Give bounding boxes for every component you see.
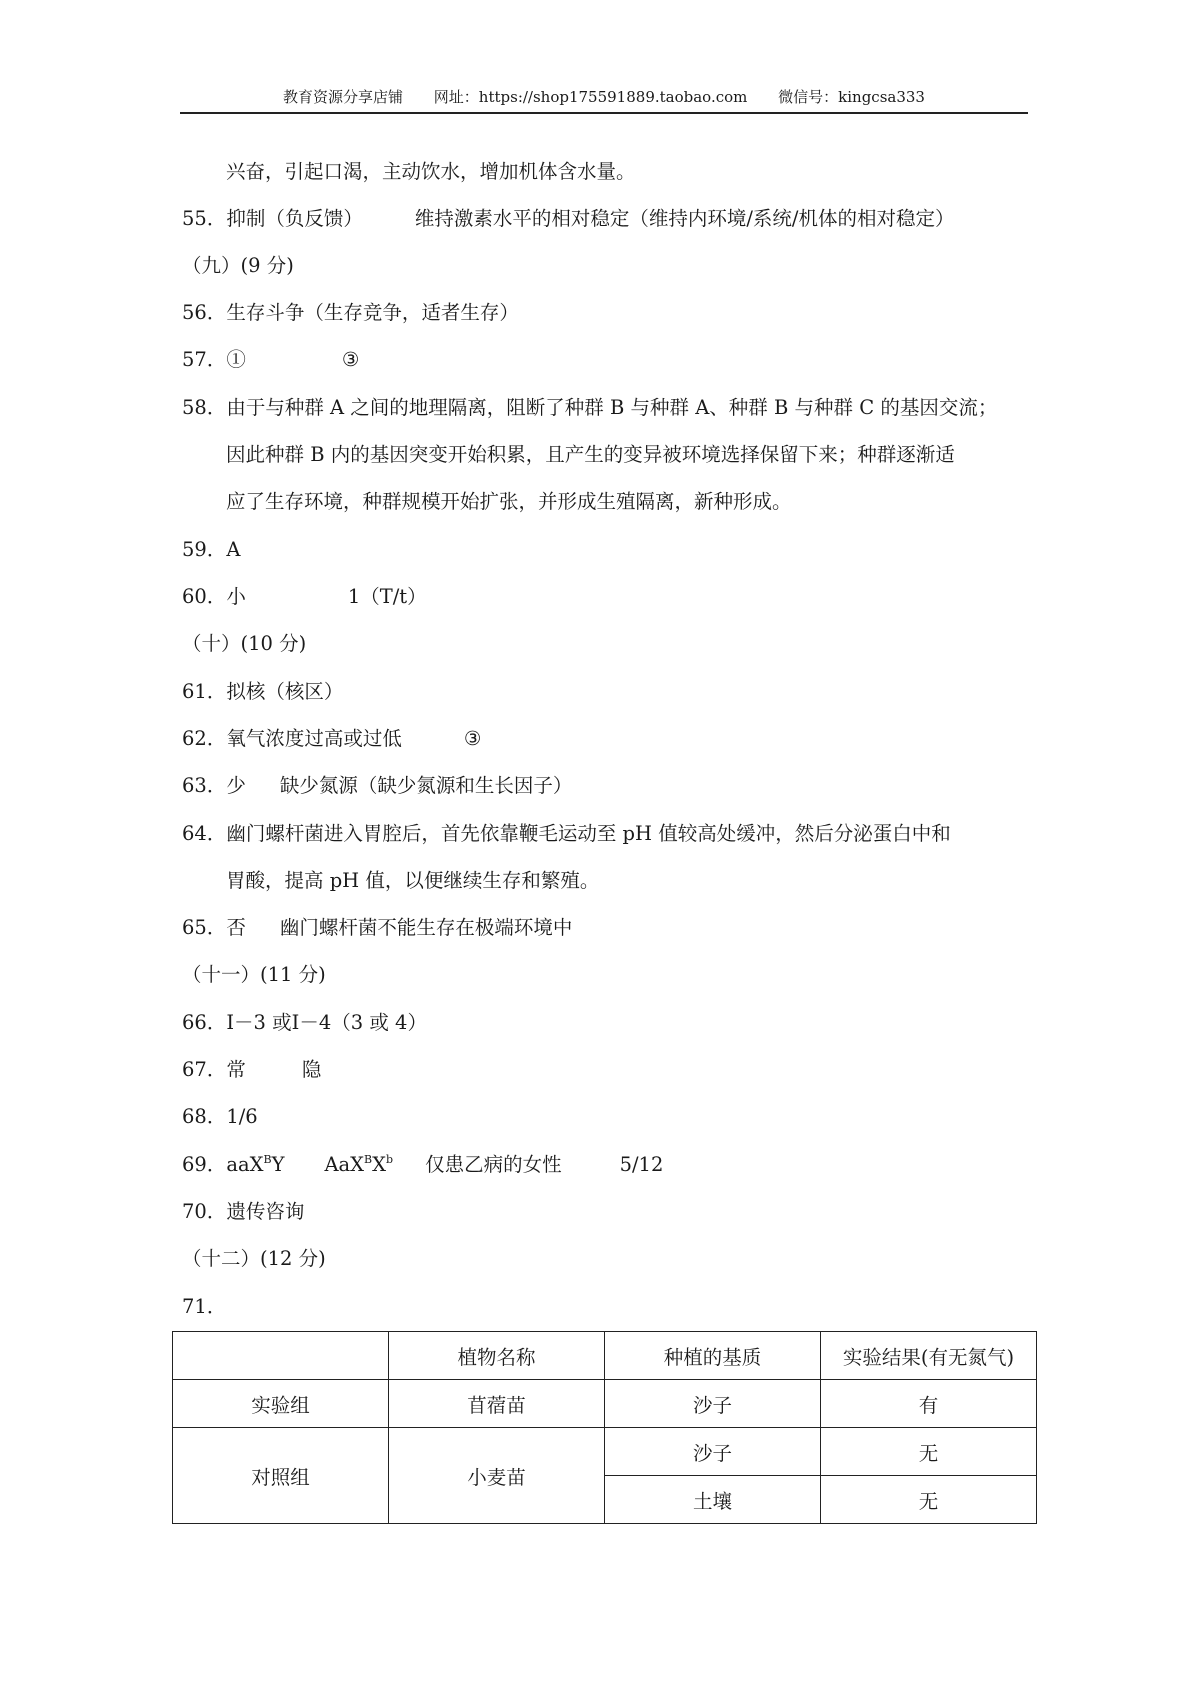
answer-58-line2: 因此种群 B 内的基因突变开始积累，且产生的变异被环境选择保留下来；种群逐渐适 (226, 443, 955, 466)
answer-58-line1: 58．由于与种群 A 之间的地理隔离，阻断了种群 B 与种群 A、种群 B 与种群 C 的基因交流； (182, 396, 998, 419)
answer-64-line1: 64．幽门螺杆菌进入胃腔后，首先依靠鞭毛运动至 pH 值较高处缓冲，然后分泌蛋白中和 (182, 822, 951, 845)
answer-67-part2: 隐 (301, 1058, 322, 1081)
answer-67-part1: 67．常 (182, 1058, 246, 1081)
answer-56: 56．生存斗争（生存竞争，适者生存） (182, 301, 519, 324)
table-cell-result: 无 (821, 1428, 1037, 1476)
answer-63 (182, 774, 572, 798)
answer-67 (182, 1058, 321, 1082)
section-12-heading: （十二）(12 分) (182, 1247, 326, 1270)
answer-68: 68．1/6 (182, 1105, 258, 1128)
answer-60 (182, 585, 427, 609)
answer-69-part3: 仅患乙病的女性 (425, 1153, 562, 1176)
section-10-heading: （十）(10 分) (182, 632, 307, 655)
answer-63-part1: 63．少 (182, 774, 246, 797)
answer-65-part1: 65．否 (182, 916, 246, 939)
table-cell-medium: 沙子 (605, 1428, 821, 1476)
table-header-cell: 植物名称 (389, 1332, 605, 1380)
answer-65 (182, 916, 572, 940)
table-row (173, 1380, 1037, 1428)
table-header-cell: 实验结果(有无氮气) (821, 1332, 1037, 1380)
table-header-row (173, 1332, 1037, 1380)
genotype-1: aaX$^B$Y (226, 1153, 285, 1176)
answer-58-line3: 应了生存环境，种群规模开始扩张，并形成生殖隔离，新种形成。 (226, 490, 792, 513)
answer-63-part2: 缺少氮源（缺少氮源和生长因子） (279, 774, 573, 797)
answer-55 (182, 207, 954, 231)
table-cell-result: 有 (821, 1380, 1037, 1428)
answer-65-part2: 幽门螺杆菌不能生存在极端环境中 (279, 916, 573, 939)
answer-66: 66．Ⅰ－3 或Ⅰ－4（3 或 4） (182, 1011, 427, 1034)
answer-69-number: 69． (182, 1153, 227, 1176)
header-url: 网址：https://shop175591889.taobao.com (433, 88, 748, 106)
answer-70: 70．遗传咨询 (182, 1200, 305, 1223)
answer-54-continued: 兴奋，引起口渴，主动饮水，增加机体含水量。 (226, 160, 636, 183)
answer-57 (182, 348, 359, 372)
answer-69 (182, 1153, 663, 1177)
answer-57-part1: 57．① (182, 348, 246, 371)
section-11-heading: （十一）(11 分) (182, 963, 326, 986)
answer-60-part1: 60．小 (182, 585, 246, 608)
table-cell-plant: 小麦苗 (389, 1428, 605, 1524)
table-cell-group: 实验组 (173, 1380, 389, 1428)
answer-60-part2: 1（T/t） (347, 585, 427, 608)
table-cell-medium: 土壤 (605, 1476, 821, 1524)
answer-55-part1: 55．抑制（负反馈） (182, 207, 363, 230)
header-wechat: 微信号：kingcsa333 (778, 88, 925, 106)
experiment-table (172, 1331, 1037, 1524)
answer-62 (182, 727, 481, 751)
answer-55-part2: 维持激素水平的相对稳定（维持内环境/系统/机体的相对稳定） (414, 207, 955, 230)
answer-61: 61．拟核（核区） (182, 680, 344, 703)
table-header-cell (173, 1332, 389, 1380)
genotype-2: $AaX^BX^b$ (324, 1153, 394, 1176)
section-9-heading: （九）(9 分) (182, 254, 294, 277)
answer-64-line2: 胃酸，提高 pH 值，以便继续生存和繁殖。 (226, 869, 600, 892)
table-header-cell: 种植的基质 (605, 1332, 821, 1380)
answer-62-part2: ③ (463, 727, 482, 750)
answer-71: 71． (182, 1295, 227, 1318)
header-shop: 教育资源分享店铺 (283, 88, 404, 106)
table-row (173, 1428, 1037, 1476)
answer-59: 59．A (182, 538, 241, 561)
page-header (180, 86, 1028, 114)
answer-69-part4: 5/12 (619, 1153, 664, 1176)
answer-62-part1: 62．氧气浓度过高或过低 (182, 727, 402, 750)
answer-57-part2: ③ (341, 348, 360, 371)
table-cell-plant: 苜蓿苗 (389, 1380, 605, 1428)
table-cell-medium: 沙子 (605, 1380, 821, 1428)
table-cell-result: 无 (821, 1476, 1037, 1524)
table-cell-group: 对照组 (173, 1428, 389, 1524)
